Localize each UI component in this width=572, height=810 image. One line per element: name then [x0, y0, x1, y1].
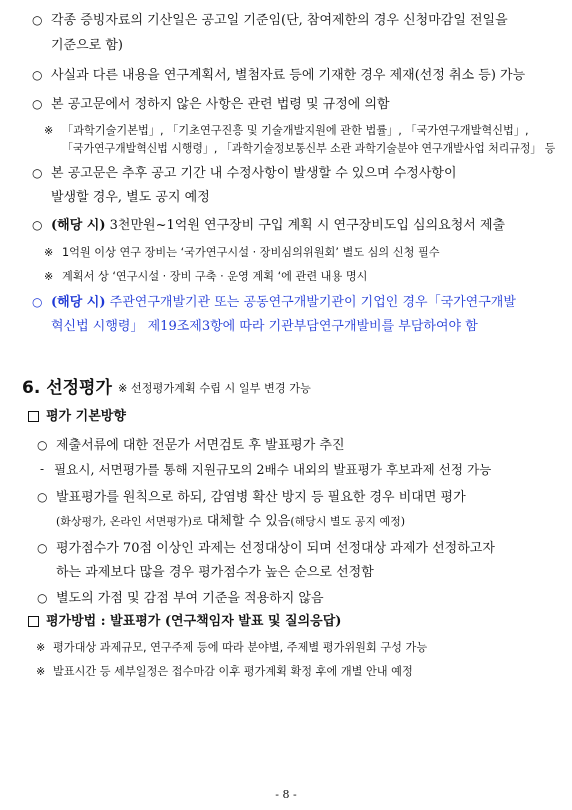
- item-presentation-paren: (화상평가, 온라인 서면평가)로: [56, 515, 203, 528]
- item-equipment: [51, 217, 505, 234]
- dash-bullet: -: [40, 462, 45, 476]
- item-score-line2: 하는 과제보다 많을 경우 평가점수가 높은 순으로 선정함: [56, 565, 374, 580]
- item-amendment-line1: 본 공고문은 추후 공고 기간 내 수정사항이 발생할 수 있으며 수정사항이: [51, 166, 457, 181]
- item-evidence-date-line1: 각종 증빙자료의 기산일은 공고일 기준임(단, 참여제한의 경우 신청마감일 전일을: [51, 13, 508, 28]
- note-laws-line1: 「과학기술기본법」, 「기초연구진흥 및 기술개발지원에 관한 법률」, 「국가연구개발혁신법」,: [62, 124, 529, 137]
- item-company-burden-line2: 혁신법 시행령」 제19조제3항에 따라 기관부담연구개발비를 부담하여야 함: [51, 319, 478, 334]
- note-mark: ※: [36, 665, 46, 678]
- item-regulations: 본 공고문에서 정하지 않은 사항은 관련 법령 및 규정에 의함: [51, 97, 390, 112]
- conditional-label: (해당 시): [51, 218, 106, 233]
- heading-eval-method: 평가방법 : 발표평가 (연구책임자 발표 및 질의응답): [46, 614, 342, 629]
- item-equipment-text: 3천만원~1억원 연구장비 구입 계획 시 연구장비도입 심의요청서 제출: [105, 218, 506, 233]
- note-committee: 평가대상 과제규모, 연구주제 등에 따라 분야별, 주제별 평가위원회 구성 가능: [53, 641, 428, 654]
- item-score-line1: 평가점수가 70점 이상인 과제는 선정대상이 되며 선정대상 과제가 선정하고자: [56, 541, 495, 556]
- item-written-eval: 필요시, 서면평가를 통해 지원규모의 2배수 내외의 발표평가 후보과제 선정 가능: [54, 462, 492, 477]
- circle-bullet: ○: [32, 97, 43, 111]
- circle-bullet: ○: [37, 591, 48, 605]
- heading-basic-direction: 평가 기본방향: [46, 409, 126, 424]
- circle-bullet: ○: [32, 218, 43, 232]
- checkbox-square-icon: [28, 411, 39, 422]
- item-presentation-replace: 대체할 수 있음: [202, 514, 291, 529]
- item-amendment-line2: 발생할 경우, 별도 공지 예정: [51, 190, 210, 205]
- note-mark: ※: [36, 641, 46, 654]
- circle-bullet: ○: [37, 490, 48, 504]
- item-presentation-notice: (해당시 별도 공지 예정): [290, 515, 406, 528]
- circle-bullet: ○: [32, 68, 43, 82]
- item-presentation-line2: [56, 513, 405, 530]
- circle-bullet: ○: [32, 166, 43, 180]
- note-schedule: 발표시간 등 세부일정은 접수마감 이후 평가계획 확정 후에 개별 안내 예정: [53, 665, 413, 678]
- item-expert-review: 제출서류에 대한 전문가 서면검토 후 발표평가 추진: [56, 438, 345, 453]
- circle-bullet: ○: [37, 438, 48, 452]
- item-no-bonus: 별도의 가점 및 감점 부여 기준을 적용하지 않음: [56, 591, 324, 606]
- note-mark: ※: [44, 246, 54, 259]
- checkbox-square-icon: [28, 616, 39, 627]
- item-company-burden-text: 주관연구개발기관 또는 공동연구개발기관이 기업인 경우「국가연구개발: [105, 295, 516, 310]
- circle-bullet: ○: [32, 295, 43, 309]
- item-company-burden-line1: [51, 294, 516, 311]
- section-subtitle-note: ※ 선정평가계획 수립 시 일부 변경 가능: [118, 382, 311, 395]
- circle-bullet: ○: [32, 13, 43, 27]
- note-mark: ※: [44, 124, 54, 137]
- section-title: 6. 선정평가: [22, 378, 112, 398]
- circle-bullet: ○: [37, 541, 48, 555]
- note-plan-content: 계획서 상 ‘연구시설 · 장비 구축 · 운영 계획 ‘에 관련 내용 명시: [62, 270, 368, 283]
- note-laws-line2: 「국가연구개발혁신법 시행령」, 「과학기술정보통신부 소관 과학기술분야 연구개발사업 처리규정」 등: [62, 142, 556, 155]
- item-presentation-line1: 발표평가를 원칙으로 하되, 감염병 확산 방지 등 필요한 경우 비대면 평가: [56, 490, 466, 505]
- item-evidence-date-line2: 기준으로 함): [51, 38, 123, 53]
- page-number: - 8 -: [275, 788, 297, 801]
- item-false-statement: 사실과 다른 내용을 연구계획서, 별첨자료 등에 기재한 경우 제재(선정 취소 등) 가능: [51, 68, 526, 83]
- conditional-label: (해당 시): [51, 295, 106, 310]
- note-equipment-review: 1억원 이상 연구 장비는 ‘국가연구시설 · 장비심의위원회’ 별도 심의 신청 필수: [62, 246, 440, 259]
- note-mark: ※: [44, 270, 54, 283]
